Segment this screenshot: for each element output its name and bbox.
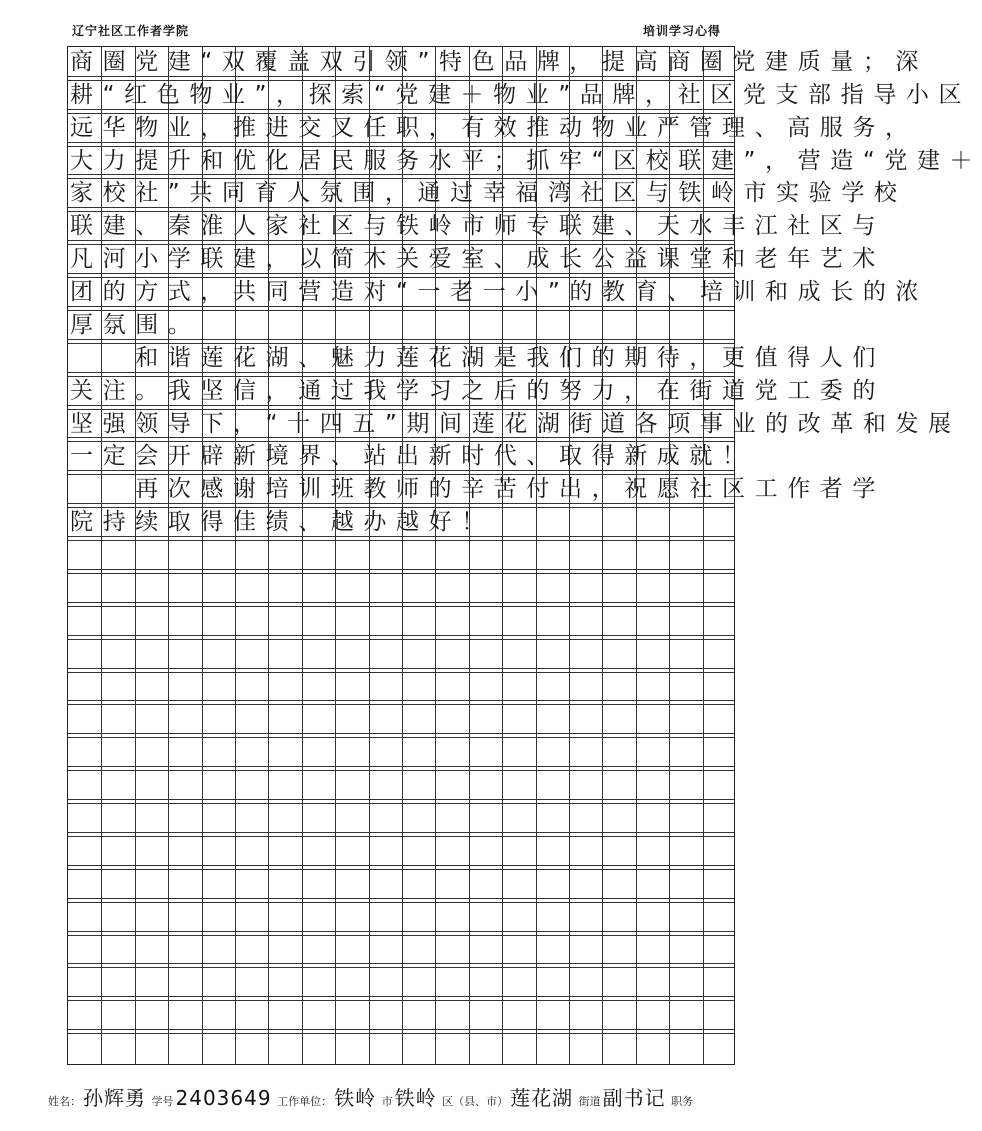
- grid-row-gap-line: [68, 569, 734, 570]
- grid-row-line: [68, 836, 734, 837]
- grid-row-line: [68, 737, 734, 738]
- grid-row-line: [68, 573, 734, 574]
- grid-row-gap-line: [68, 668, 734, 669]
- essay-line: 厚氛围。: [70, 311, 201, 338]
- position-label: 职务: [671, 1095, 694, 1108]
- grid-row-gap-line: [68, 996, 734, 997]
- grid-row-gap-line: [68, 832, 734, 833]
- grid-row-gap-line: [68, 931, 734, 932]
- grid-row-gap-line: [68, 766, 734, 767]
- grid-row-gap-line: [68, 963, 734, 964]
- grid-row-line: [68, 704, 734, 705]
- street-value: 莲花湖: [510, 1086, 574, 1110]
- city-value: 铁岭: [334, 1086, 377, 1110]
- street-label: 街道: [578, 1095, 601, 1108]
- grid-row-gap-line: [68, 733, 734, 734]
- grid-row-line: [68, 770, 734, 771]
- grid-row-line: [68, 1033, 734, 1034]
- grid-row-gap-line: [68, 1029, 734, 1030]
- district-label: 区（县、市）: [442, 1095, 509, 1108]
- grid-row-line: [68, 967, 734, 968]
- essay-line: 家校社”共同育人氛围，通过幸福湾社区与铁岭市实验学校: [70, 180, 907, 207]
- grid-row-line: [68, 606, 734, 607]
- essay-line: 院持续取得佳绩、越办越好！: [70, 509, 494, 536]
- essay-line: 和谐莲花湖、魅力莲花湖是我们的期待，更值得人们: [70, 344, 885, 371]
- essay-line: 远华物业，推进交叉任职，有效推动物业严管理、高服务，: [70, 114, 918, 141]
- grid-row-gap-line: [68, 635, 734, 636]
- student-id-label: 学号: [151, 1095, 174, 1108]
- grid-row-line: [68, 935, 734, 936]
- essay-line: 耕“红色物业”，探索“党建＋物业”品牌，社区党支部指导小区: [70, 81, 972, 108]
- grid-row-gap-line: [68, 898, 734, 899]
- essay-line: 团的方式，共同营造对“一老一小”的教育、培训和成长的浓: [70, 279, 929, 306]
- essay-line: 坚强领导下，“十四五”期间莲花湖街道各项事业的改革和发展: [70, 410, 961, 437]
- city-label: 市: [381, 1095, 393, 1108]
- essay-line: 一定会开辟新境界、站出新时代、取得新成就！: [70, 443, 755, 470]
- student-id-value: 2403649: [175, 1086, 272, 1110]
- grid-row-line: [68, 803, 734, 804]
- grid-row-gap-line: [68, 865, 734, 866]
- grid-row-gap-line: [68, 799, 734, 800]
- name-value: 孙辉勇: [83, 1086, 146, 1110]
- grid-row-line: [68, 639, 734, 640]
- essay-line: 凡河小学联建，以简木关爱室、成长公益课堂和老年艺术: [70, 246, 885, 273]
- grid-row-line: [68, 902, 734, 903]
- name-label: 姓名：: [48, 1095, 81, 1108]
- header-institute-name: 辽宁社区工作者学院: [72, 24, 190, 38]
- essay-line: 关注。我坚信，通过我学习之后的努力，在街道党工委的: [70, 377, 885, 404]
- grid-row-gap-line: [68, 700, 734, 701]
- essay-line: 再次感谢培训班教师的辛苦付出，祝愿社区工作者学: [70, 476, 885, 503]
- work-unit-label: 工作单位：: [277, 1095, 333, 1108]
- header-document-type: 培训学习心得: [642, 24, 721, 38]
- grid-row-gap-line: [68, 602, 734, 603]
- grid-row-line: [68, 1000, 734, 1001]
- essay-line: 大力提升和优化居民服务水平；抓牢“区校联建”，营造“党建＋: [70, 147, 982, 174]
- essay-line: 联建、秦淮人家社区与铁岭市师专联建、天水丰江社区与: [70, 213, 885, 240]
- grid-row-line: [68, 540, 734, 541]
- grid-row-line: [68, 869, 734, 870]
- signature-footer: [46, 1082, 695, 1111]
- grid-row-line: [68, 672, 734, 673]
- position-value: 副书记: [602, 1086, 666, 1110]
- essay-line: 商圈党建“双覆盖双引领”特色品牌，提高商圈党建质量；深: [70, 49, 929, 75]
- district-value: 铁岭: [394, 1086, 437, 1110]
